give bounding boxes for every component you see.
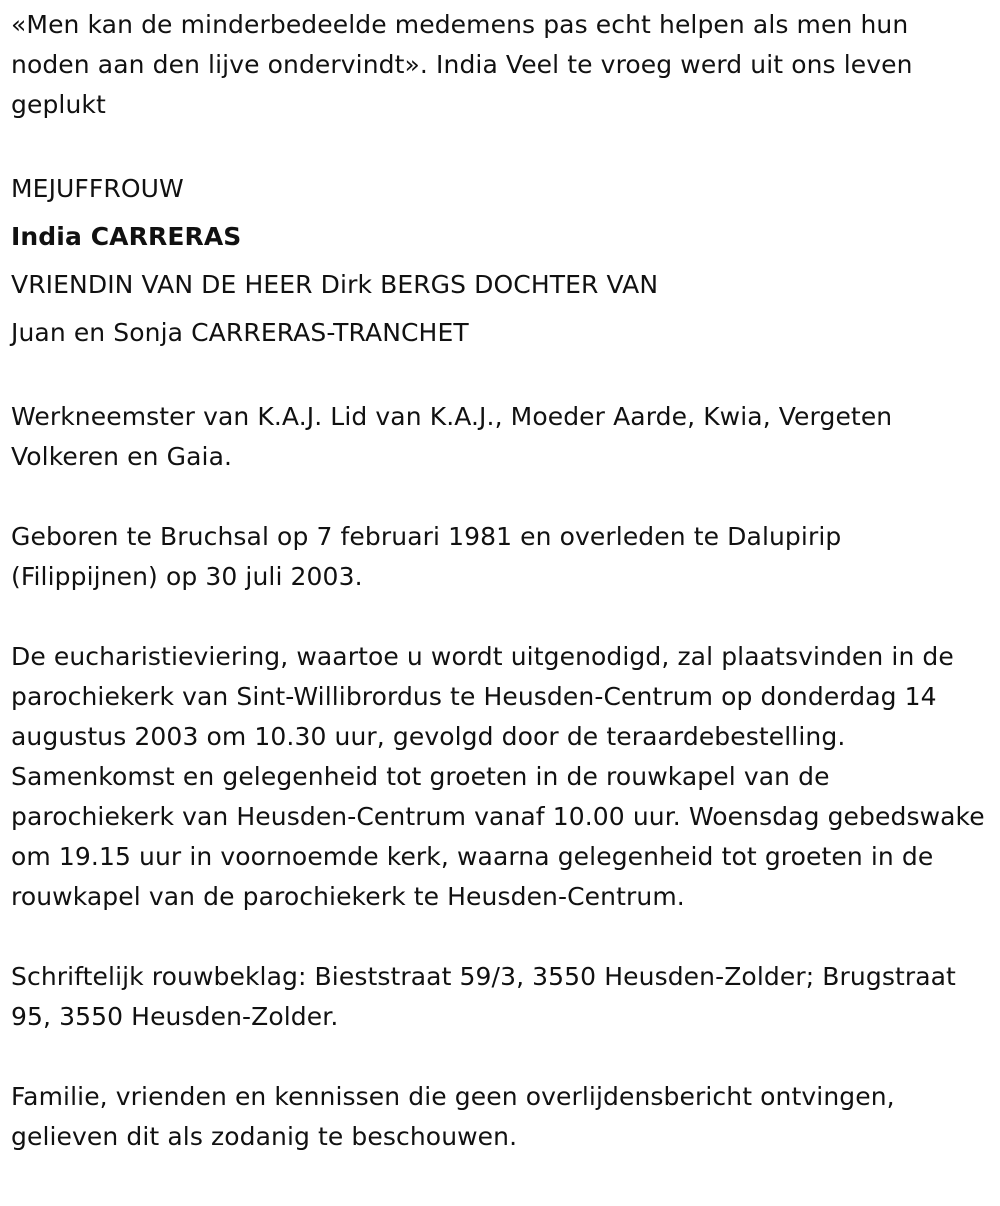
ceremony-paragraph: De eucharistieviering, waartoe u wordt uitgenodigd, zal plaatsvinden in de parochiekerk van Sint-Willibrordus te Heusden-Centrum op donderdag 14 augustus 2003 om 10.30 uur, gevolgd door de teraardebestelling. Samenkomst en gelegenheid tot groeten in de rouwkapel van de parochiekerk van Heusden-Centrum vanaf 10.00 uur. Woensdag gebedswake om 19.15 uur in voornoemde kerk, waarna gelegenheid tot groeten in de rouwkapel van de parochiekerk te Heusden-Centrum. [11, 642, 985, 911]
obituary-document [11, 5, 986, 1157]
condolences-paragraph: Schriftelijk rouwbeklag: Bieststraat 59/3, 3550 Heusden-Zolder; Brugstraat 95, 3550 Heusden-Zolder. [11, 962, 956, 1031]
work-paragraph: Werkneemster van K.A.J. Lid van K.A.J., Moeder Aarde, Kwia, Vergeten Volkeren en Gaia. [11, 402, 893, 471]
closing-paragraph: Familie, vrienden en kennissen die geen overlijdensbericht ontvingen, gelieven dit als zodanig te beschouwen. [11, 1082, 895, 1151]
relation-line-1: VRIENDIN VAN DE HEER Dirk BERGS DOCHTER VAN [11, 270, 659, 299]
relation-line-2: Juan en Sonja CARRERAS-TRANCHET [11, 318, 469, 347]
birth-death-paragraph: Geboren te Bruchsal op 7 februari 1981 en overleden te Dalupirip (Filippijnen) op 30 juli 2003. [11, 522, 842, 591]
intro-quote: «Men kan de minderbedeelde medemens pas echt helpen als men hun noden aan den lijve ondervindt». India Veel te vroeg werd uit ons leven geplukt [11, 10, 913, 119]
deceased-name: India CARRERAS [11, 222, 242, 251]
honorific-title: MEJUFFROUW [11, 174, 184, 203]
